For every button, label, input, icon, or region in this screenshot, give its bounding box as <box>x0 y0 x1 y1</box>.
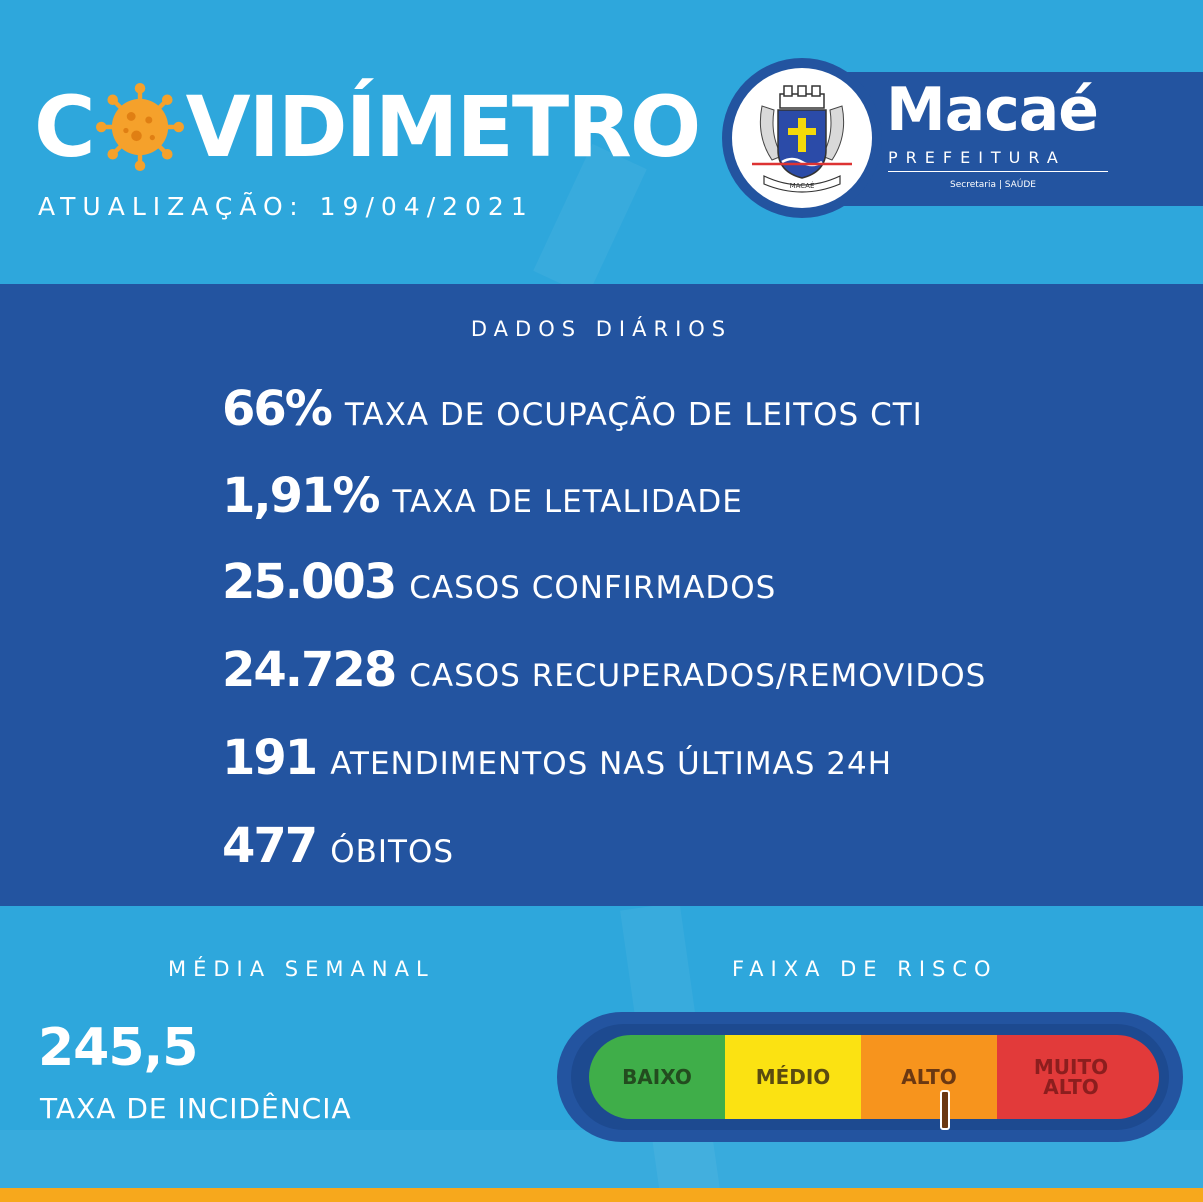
risk-level-low: BAIXO <box>589 1035 725 1119</box>
stat-value: 66% <box>222 381 331 437</box>
stat-label: ATENDIMENTOS NAS ÚLTIMAS 24H <box>330 746 893 782</box>
stat-row <box>222 554 776 614</box>
update-date: ATUALIZAÇÃO: 19/04/2021 <box>38 192 534 221</box>
risk-level-very-high: MUITO ALTO <box>997 1035 1159 1119</box>
weekly-average-title: MÉDIA SEMANAL <box>168 957 435 981</box>
risk-range-title: FAIXA DE RISCO <box>732 957 998 981</box>
weekly-average-label: TAXA DE INCIDÊNCIA <box>40 1092 352 1125</box>
risk-gauge <box>589 1035 1159 1119</box>
city-coat-of-arms-icon <box>742 76 862 200</box>
title-first-letter: C <box>34 78 94 176</box>
stat-value: 477 <box>222 818 317 874</box>
title-rest: VIDÍMETRO <box>185 78 700 176</box>
stat-row <box>222 818 454 878</box>
stat-row <box>222 381 923 441</box>
stat-value: 25.003 <box>222 554 396 610</box>
page-title <box>34 62 699 192</box>
seal-text: MACAÉ <box>789 182 815 190</box>
brand-department: Secretaria | SAÚDE <box>950 180 1036 190</box>
stat-value: 24.728 <box>222 642 396 698</box>
stat-value: 1,91% <box>222 468 379 524</box>
brand-subtitle: PREFEITURA <box>888 150 1108 172</box>
weekly-average-value: 245,5 <box>38 1018 198 1078</box>
stat-value: 191 <box>222 730 317 786</box>
stat-label: ÓBITOS <box>330 834 455 870</box>
daily-data-title: DADOS DIÁRIOS <box>470 317 733 341</box>
brand-name: Macaé <box>886 75 1098 145</box>
stat-label: TAXA DE OCUPAÇÃO DE LEITOS CTI <box>344 397 923 433</box>
stat-row <box>222 730 892 790</box>
stat-label: CASOS CONFIRMADOS <box>409 570 777 606</box>
stat-label: CASOS RECUPERADOS/REMOVIDOS <box>409 658 987 694</box>
bottom-accent-line <box>0 1188 1203 1202</box>
risk-level-medium: MÉDIO <box>725 1035 861 1119</box>
stat-label: TAXA DE LETALIDADE <box>392 484 743 520</box>
risk-level-high: ALTO <box>861 1035 997 1119</box>
stat-row <box>222 642 986 702</box>
risk-indicator-needle <box>940 1090 950 1130</box>
stat-row <box>222 468 743 528</box>
coronavirus-icon <box>96 83 184 171</box>
